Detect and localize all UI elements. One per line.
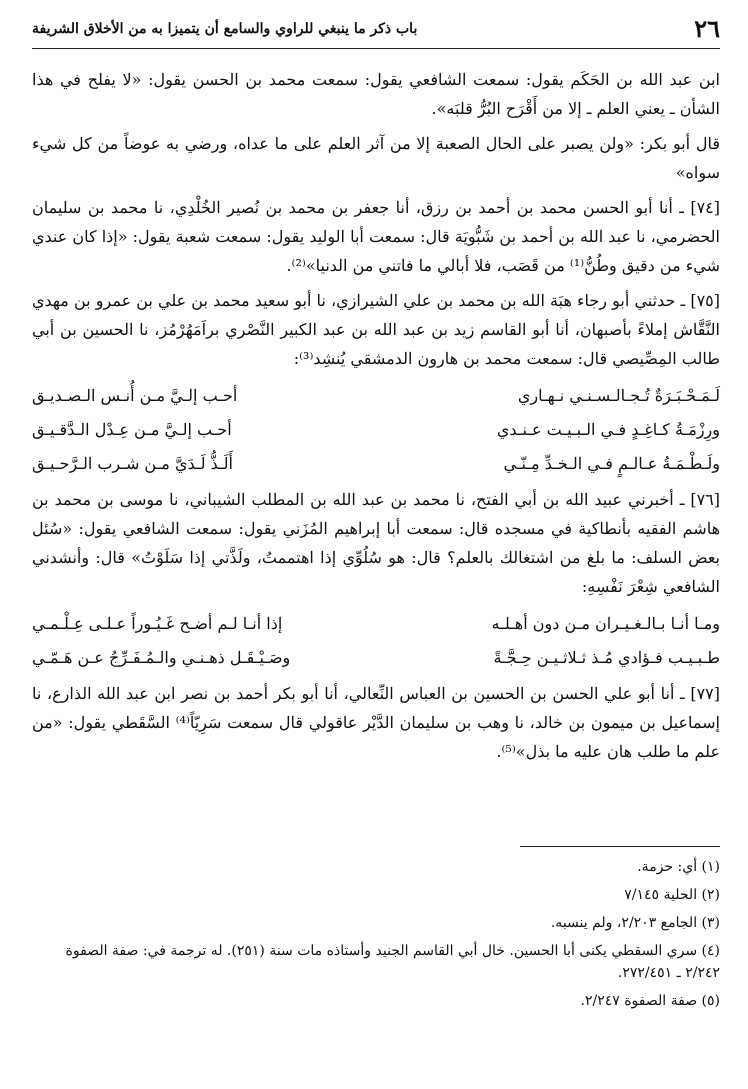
verse-first-hemistich: طـبـيـب فـؤادي مُـذ ثـلاثـيـن حِـجَّـةً — [493, 648, 720, 667]
verse-line — [32, 447, 720, 481]
paragraph-76: [٧٦] ـ أخبرني عبيد الله بن أبي الفتح، نا محمد بن عبد الله بن المطلب الشيباني، نا موسى بن محمد بن هاشم الفقيه بأنطاكية في مسجده قال: سمعت أبا إبراهيم المُزَني يقول: سمعت الشافعي يقول: «سُئل بعض السلف: ما بلغ من اشتغالك بالعلم؟ قال: هو سُلُوِّي إذا اهتممتُ، ولَذَّتي إذا سَلَوْتُ» قال: وأنشدني الشافعي شِعْرَ نَفْسِهِ: — [32, 490, 721, 596]
chapter-title: باب ذكر ما ينبغي للراوي والسامع أن يتميزا به من الأخلاق الشريفة — [32, 21, 418, 37]
paragraph-77: [٧٧] ـ أنا أبو علي الحسن بن الحسين بن العباس النِّعالي، أنا أبو بكر أحمد بن نصر ابن عبد الله الذارع، نا إسماعيل بن ميمون بن خالد، نا وهب بن سليمان الدَّيْر عاقولي قال سمعت سَرِيّاً⁽⁴⁾ السَّقَطي يقول: «من علم ما طلب هان عليه ما بذل»⁽⁵⁾. — [32, 684, 721, 761]
verse-first-hemistich: ورِزْمَـةُ كـاغِـدٍ فـي الـبـيـت عـنـدي — [496, 420, 720, 439]
verse-first-hemistich: لَـمَـحْـبَـرَةٌ تُـجـالـسـنـي نـهـاري — [517, 386, 720, 405]
footnote: (١) أي: حزمة. — [637, 859, 720, 875]
page-number: ٢٦ — [694, 14, 720, 43]
footnote: (٤) سري السقطي يكنى أبا الحسين. خال أبي القاسم الجنيد وأستاذه مات سنة (٢٥١). له ترجمة في: صفة الصفوة ٢/٢٤٢ ـ ٢٧٢/٤٥١. — [65, 943, 720, 981]
verse-line — [32, 413, 720, 447]
verse-line — [32, 607, 720, 641]
verse-second-hemistich: أحـب إلـيَّ مـن أُنـس الـصـديـق — [32, 386, 238, 405]
footnote-divider — [520, 846, 720, 847]
paragraph-75: [٧٥] ـ حدثني أبو رجاء هبَة الله بن محمد بن علي الشيرازي، نا أبو سعيد محمد بن علي بن عمرو بن مهدي النَّقَّاش إملاءً بأصبهان، أنا أبو القاسم زيد بن عبد الله بن عبد الكبير النَّصْري براَمَهُرْمُز، نا الحسين بن أبي طالب المِصِّيصي قال: سمعت محمد بن هارون الدمشقي يُنشِد⁽³⁾: — [32, 291, 720, 368]
verse-second-hemistich: أحـب إلـيَّ مـن عِـدْل الـدَّقـيـق — [32, 420, 232, 439]
main-text — [32, 65, 720, 766]
footnote: (٣) الجامع ٢/٢٠٣، ولم ينسبه. — [550, 915, 720, 931]
verse-line — [32, 641, 720, 675]
footnotes — [32, 856, 720, 1018]
verse-second-hemistich: أَلَـذُّ لَـدَيَّ مـن شـرب الـرَّحـيـق — [32, 454, 233, 473]
verse-second-hemistich: وصَـيْـقَـل ذهـنـي والـمُـفَـرِّجُ عـن هَـمّـي — [32, 648, 291, 667]
verse-second-hemistich: إذا أنـا لـم أضـح غَـيُـوراً عـلـى عِـلْـمـي — [32, 614, 283, 633]
poem-verses-1 — [32, 379, 720, 481]
verse-first-hemistich: ومـا أنـا بـالـغـيـران مـن دون أهـلـه — [491, 614, 720, 633]
footnote: (٥) صفة الصفوة ٢/٢٤٧. — [580, 993, 720, 1009]
verse-first-hemistich: ولَـطْـمَـةُ عـالـمٍ فـي الـخـدِّ مِـنّـي — [503, 454, 720, 473]
poem-verses-2 — [32, 607, 720, 675]
paragraph: قال أبو بكر: «ولن يصبر على الحال الصعبة إلا من آثر العلم على ما عداه، ورضي به عوضاً من كل شيء سواه» — [32, 134, 721, 182]
footnote: (٢) الحلية ٧/١٤٥ — [624, 887, 720, 903]
running-header — [32, 14, 720, 49]
book-page — [32, 14, 720, 1074]
paragraph-74: [٧٤] ـ أنا أبو الحسن محمد بن أحمد بن رزق، أنا جعفر بن محمد بن نُصير الخُلْدِي، نا محمد بن سليمان الحضرمي، نا عبد الله بن أحمد بن شَبُّويَة قال: سمعت أبا الوليد يقول: سمعت شعبة يقول: «إذا كان عندي شيء من دقيق وطُنُّ⁽¹⁾ من قَصَب، فلا أبالي ما فاتني من الدنيا»⁽²⁾. — [32, 198, 721, 275]
paragraph: ابن عبد الله بن الحَكَم يقول: سمعت الشافعي يقول: سمعت محمد بن الحسن يقول: «لا يفلح في هذا الشأن ـ يعني العلم ـ إلا من أَقْرَح البُرُّ قلبَه». — [32, 70, 721, 118]
verse-line — [32, 379, 720, 413]
